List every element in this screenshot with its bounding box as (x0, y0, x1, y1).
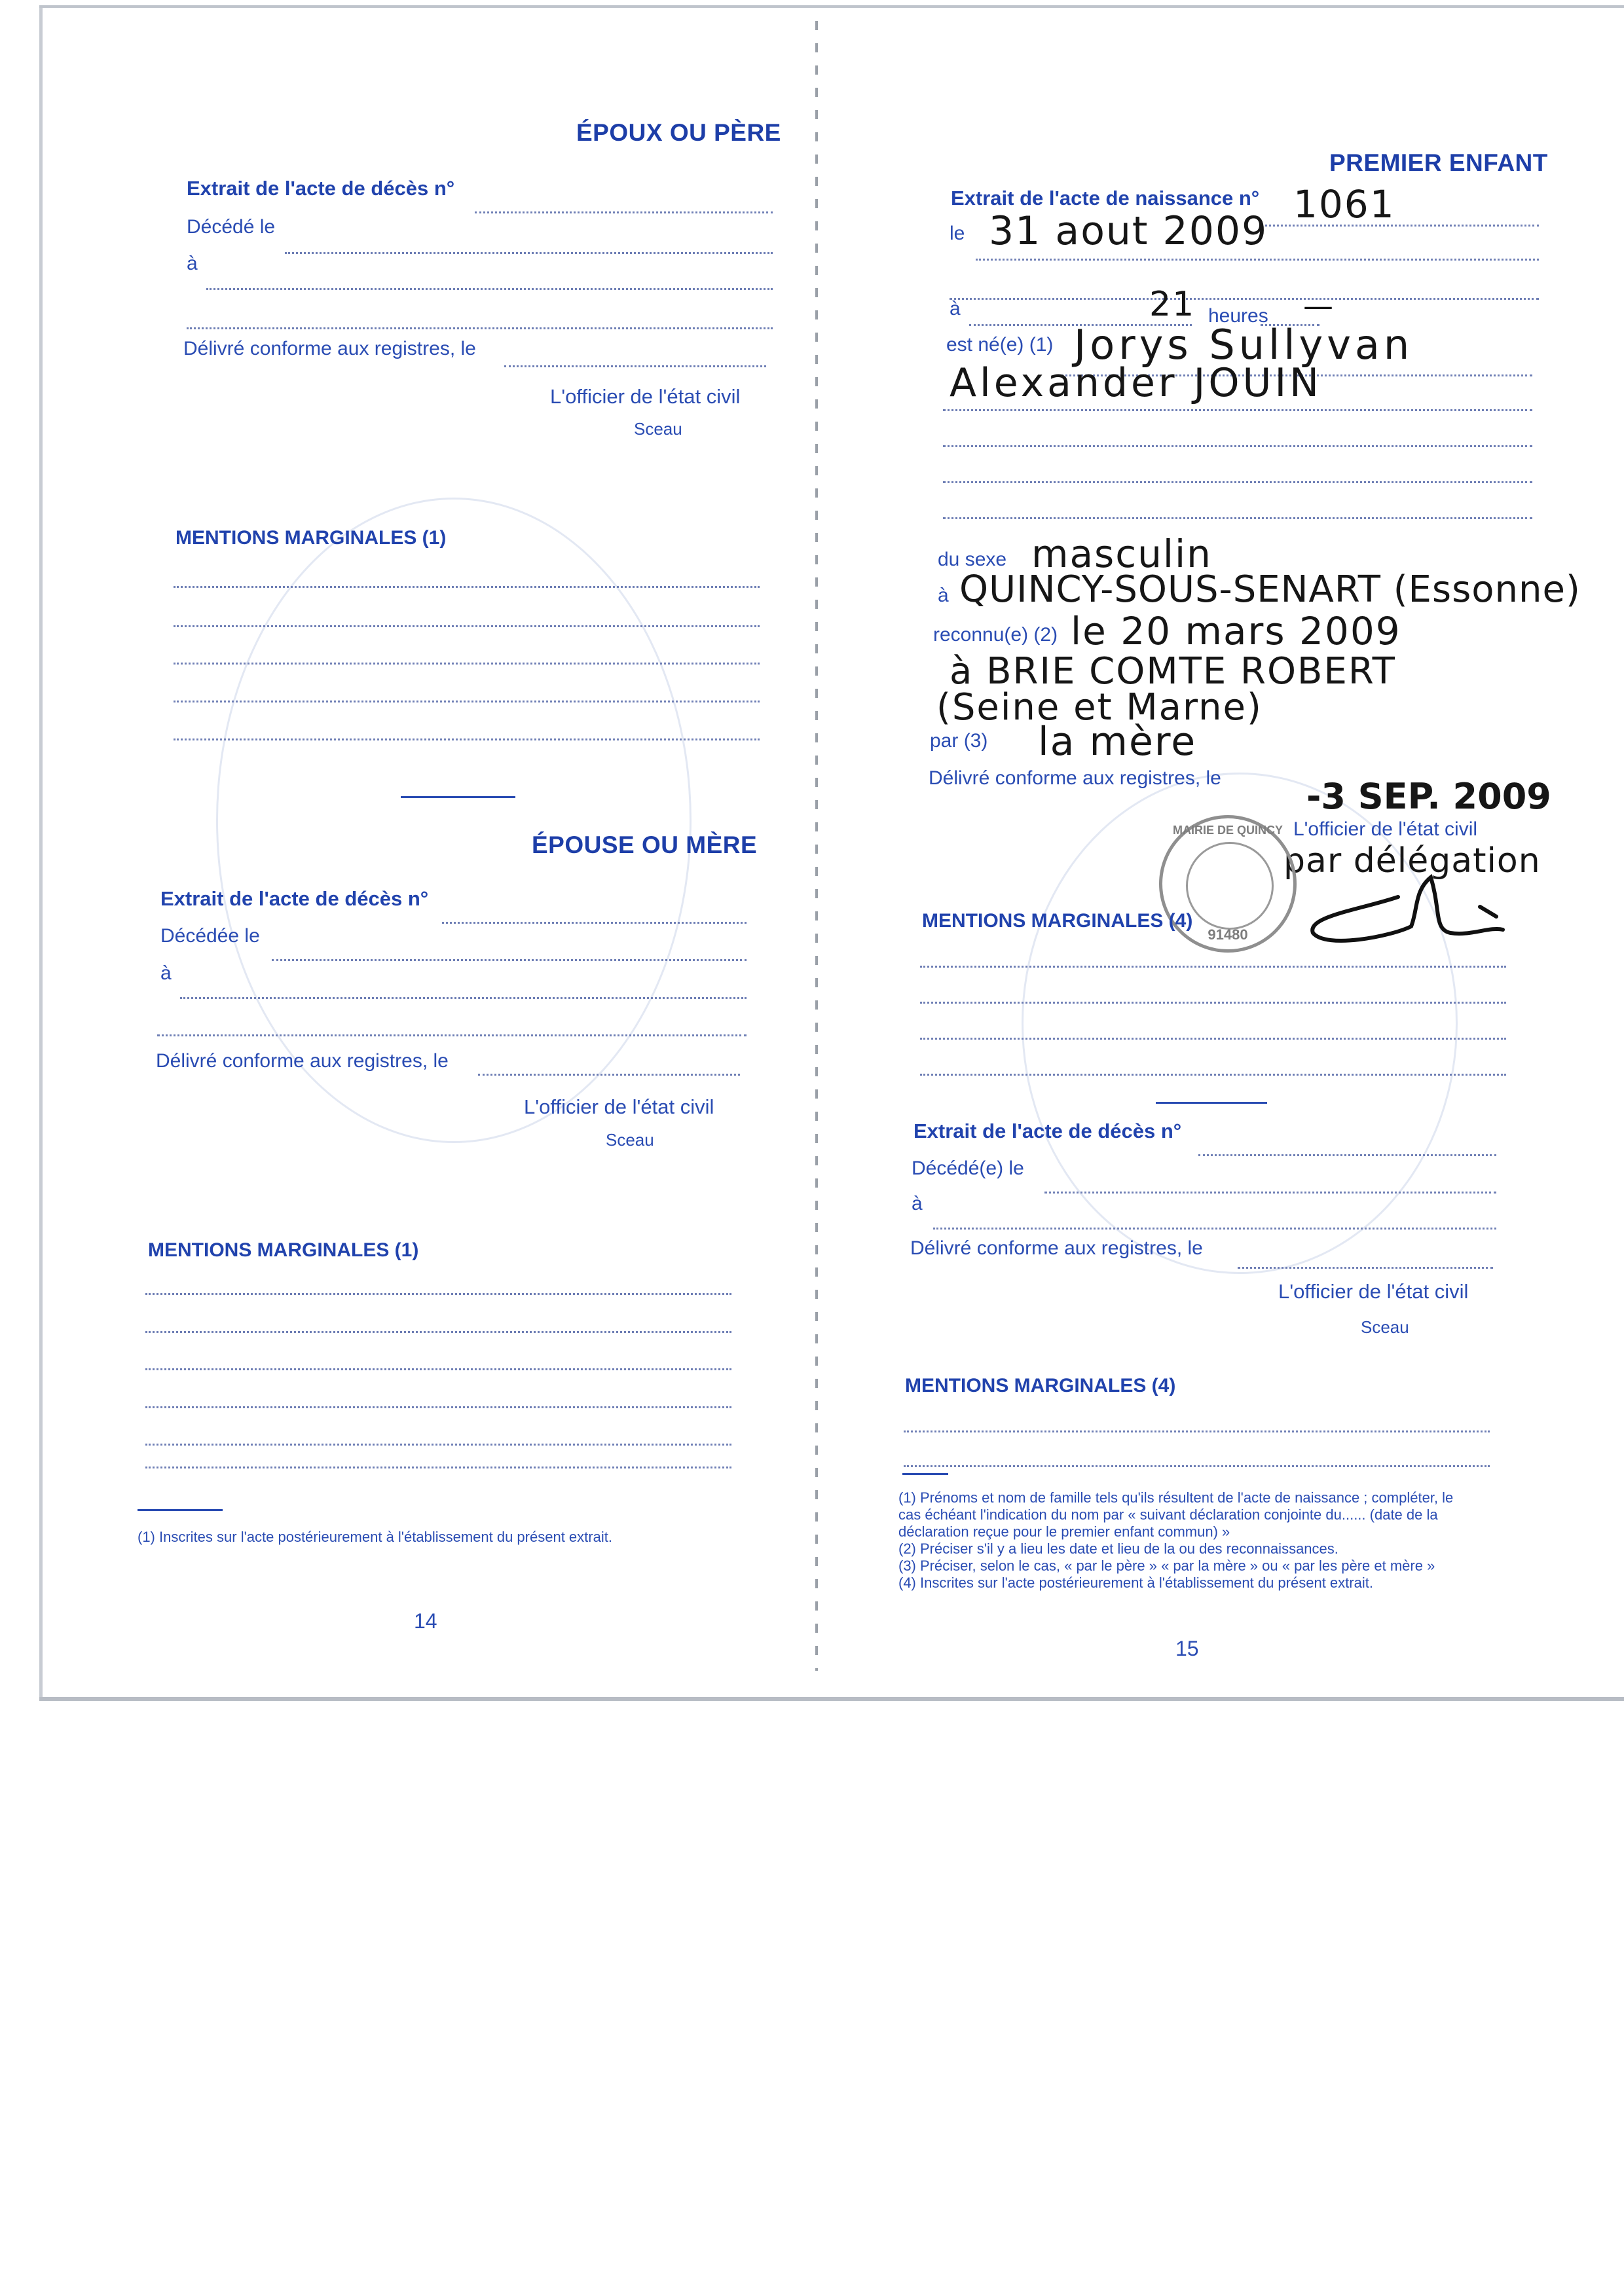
birth-date: 31 aout 2009 (989, 208, 1268, 254)
issued-label-child: Délivré conforme aux registres, le (929, 767, 1221, 789)
marginal-label-2: MENTIONS MARGINALES (1) (148, 1239, 419, 1261)
booklet-spine (815, 21, 818, 1671)
officer-label: L'officier de l'état civil (550, 385, 741, 408)
watermark-emblem-left (216, 498, 692, 1143)
deceased-label: Décédé le (187, 216, 276, 238)
marginal-line-11 (145, 1467, 731, 1468)
issued-date: -3 SEP. 2009 (1306, 776, 1551, 817)
deceased-line-2 (272, 959, 747, 961)
extract-birth-label: Extrait de l'acte de naissance n° (951, 187, 1260, 210)
deceased-line (285, 252, 773, 254)
marginal-line-9 (145, 1406, 731, 1408)
footnote-1-cont: cas échéant l'indication du nom par « suivant déclaration conjointe du...... (date de la (898, 1506, 1438, 1523)
section-separator (401, 796, 515, 798)
by-label: par (3) (930, 730, 988, 752)
issued-label: Délivré conforme aux registres, le (183, 338, 476, 359)
issued-line-child (1238, 1267, 1493, 1269)
issued-line (504, 365, 766, 367)
marginal-label-child-2: MENTIONS MARGINALES (4) (905, 1375, 1176, 1396)
section-separator-right (1156, 1102, 1267, 1104)
marginal-line-13 (920, 1002, 1506, 1004)
marginal-line-5 (174, 738, 760, 740)
marginal-line-4 (174, 701, 760, 702)
marginal-line-2 (174, 625, 760, 627)
extract-death-label: Extrait de l'acte de décès n° (187, 177, 455, 200)
recognized-place-2: (Seine et Marne) (936, 686, 1263, 729)
marginal-line-10 (145, 1444, 731, 1446)
footnote-rule (138, 1509, 223, 1511)
page-number-right: 15 (1175, 1637, 1199, 1660)
marginal-line-14 (920, 1038, 1506, 1040)
marginal-line-7 (145, 1331, 731, 1333)
extract-death-line-child (1198, 1154, 1496, 1156)
child-names-line2: Alexander JOUIN (950, 360, 1323, 406)
issued-line-2 (478, 1074, 740, 1076)
place-label-2: à (160, 962, 172, 984)
extract-death-line (475, 211, 773, 213)
birthplace-label: à (938, 585, 949, 606)
stamp-top-text: MAIRIE DE QUINCY (1172, 824, 1283, 837)
marginal-line-8 (145, 1368, 731, 1370)
marginal-line-15 (920, 1074, 1506, 1076)
recognized-label: reconnu(e) (2) (933, 624, 1058, 646)
seal-label-child: Sceau (1361, 1317, 1409, 1337)
deceased-label-2: Décédée le (160, 925, 260, 947)
names-line-2 (943, 409, 1532, 411)
stamp-code: 91480 (1208, 926, 1248, 943)
birth-place: QUINCY-SOUS-SENART (Essonne) (959, 568, 1581, 611)
marginal-line-1 (174, 586, 760, 588)
extract-death-label-child: Extrait de l'acte de décès n° (913, 1120, 1182, 1142)
marginal-line-6 (145, 1293, 731, 1295)
place-label-child: à (912, 1193, 923, 1214)
child-names-line1: Jorys Sullyvan (1074, 321, 1414, 369)
place-label: à (187, 253, 198, 274)
minutes-value: — (1303, 288, 1335, 323)
footnote-1: (1) Prénoms et nom de famille tels qu'ils résultent de l'acte de naissance ; compléter, le (898, 1489, 1454, 1506)
marginal-line-12 (920, 966, 1506, 968)
by-value: la mère (1038, 719, 1197, 765)
marginal-label: MENTIONS MARGINALES (1) (175, 527, 447, 549)
deceased-line-child (1044, 1192, 1496, 1194)
place-line-4 (157, 1034, 747, 1036)
footnote-1-cont-2: déclaration reçue pour le premier enfant commun) » (898, 1523, 1230, 1540)
place-line-3 (180, 997, 747, 999)
footnotes-block (898, 1489, 1488, 1592)
marginal-line-16 (904, 1430, 1490, 1432)
officer-label-child: L'officier de l'état civil (1293, 818, 1478, 840)
hours-label: heures (1208, 305, 1268, 327)
birth-number: 1061 (1293, 182, 1395, 227)
marginal-line-3 (174, 663, 760, 665)
place-line (206, 288, 773, 290)
footnote: (1) Inscrites sur l'acte postérieurement à l'établissement du présent extrait. (138, 1529, 612, 1545)
deceased-label-child: Décédé(e) le (912, 1157, 1024, 1179)
birth-date-line-2 (950, 298, 1539, 300)
seal-label-2: Sceau (606, 1130, 654, 1150)
sex-label: du sexe (938, 549, 1007, 570)
names-line-3 (943, 445, 1532, 447)
officer-label-child-2: L'officier de l'état civil (1278, 1280, 1469, 1303)
names-line-5 (943, 517, 1532, 519)
footnote-3: (3) Préciser, selon le cas, « par le père » « par la mère » ou « par les père et mère » (898, 1558, 1435, 1574)
recognized-value: le 20 mars 2009 (1071, 609, 1401, 653)
officer-label-2: L'officier de l'état civil (524, 1095, 714, 1118)
recognized-place-1: à BRIE COMTE ROBERT (950, 650, 1396, 693)
footnote-rule-right (902, 1473, 948, 1475)
stamp-emblem (1186, 842, 1274, 930)
marginal-line-17 (904, 1465, 1490, 1467)
birth-date-line (976, 259, 1539, 261)
born-label: est né(e) (1) (946, 334, 1054, 355)
footnote-4: (4) Inscrites sur l'acte postérieurement à l'établissement du présent extrait. (898, 1575, 1373, 1591)
birth-number-line (1261, 225, 1539, 227)
signature (1300, 871, 1516, 956)
marginal-label-child: MENTIONS MARGINALES (4) (922, 910, 1193, 932)
page-number-left: 14 (414, 1609, 437, 1633)
hour-value: 21 (1149, 285, 1196, 324)
issued-label-2: Délivré conforme aux registres, le (156, 1050, 449, 1072)
delegation-text: par délégation (1283, 841, 1541, 881)
seal-label: Sceau (634, 419, 682, 439)
extract-death-line-2 (442, 922, 747, 924)
heading-spouse: ÉPOUX OU PÈRE (576, 119, 781, 146)
sex-value: masculin (1031, 532, 1212, 576)
place-line-2 (187, 327, 773, 329)
place-line-child (933, 1228, 1496, 1230)
date-label: le (950, 223, 965, 244)
heading-wife: ÉPOUSE OU MÈRE (532, 831, 758, 858)
heading-first-child: PREMIER ENFANT (1329, 149, 1548, 176)
footnote-2: (2) Préciser s'il y a lieu les date et lieu de la ou des reconnaissances. (898, 1540, 1338, 1557)
names-line-4 (943, 481, 1532, 483)
issued-label-child-2: Délivré conforme aux registres, le (910, 1237, 1203, 1259)
extract-death-label-2: Extrait de l'acte de décès n° (160, 887, 429, 910)
hour-place-label: à (950, 298, 961, 319)
